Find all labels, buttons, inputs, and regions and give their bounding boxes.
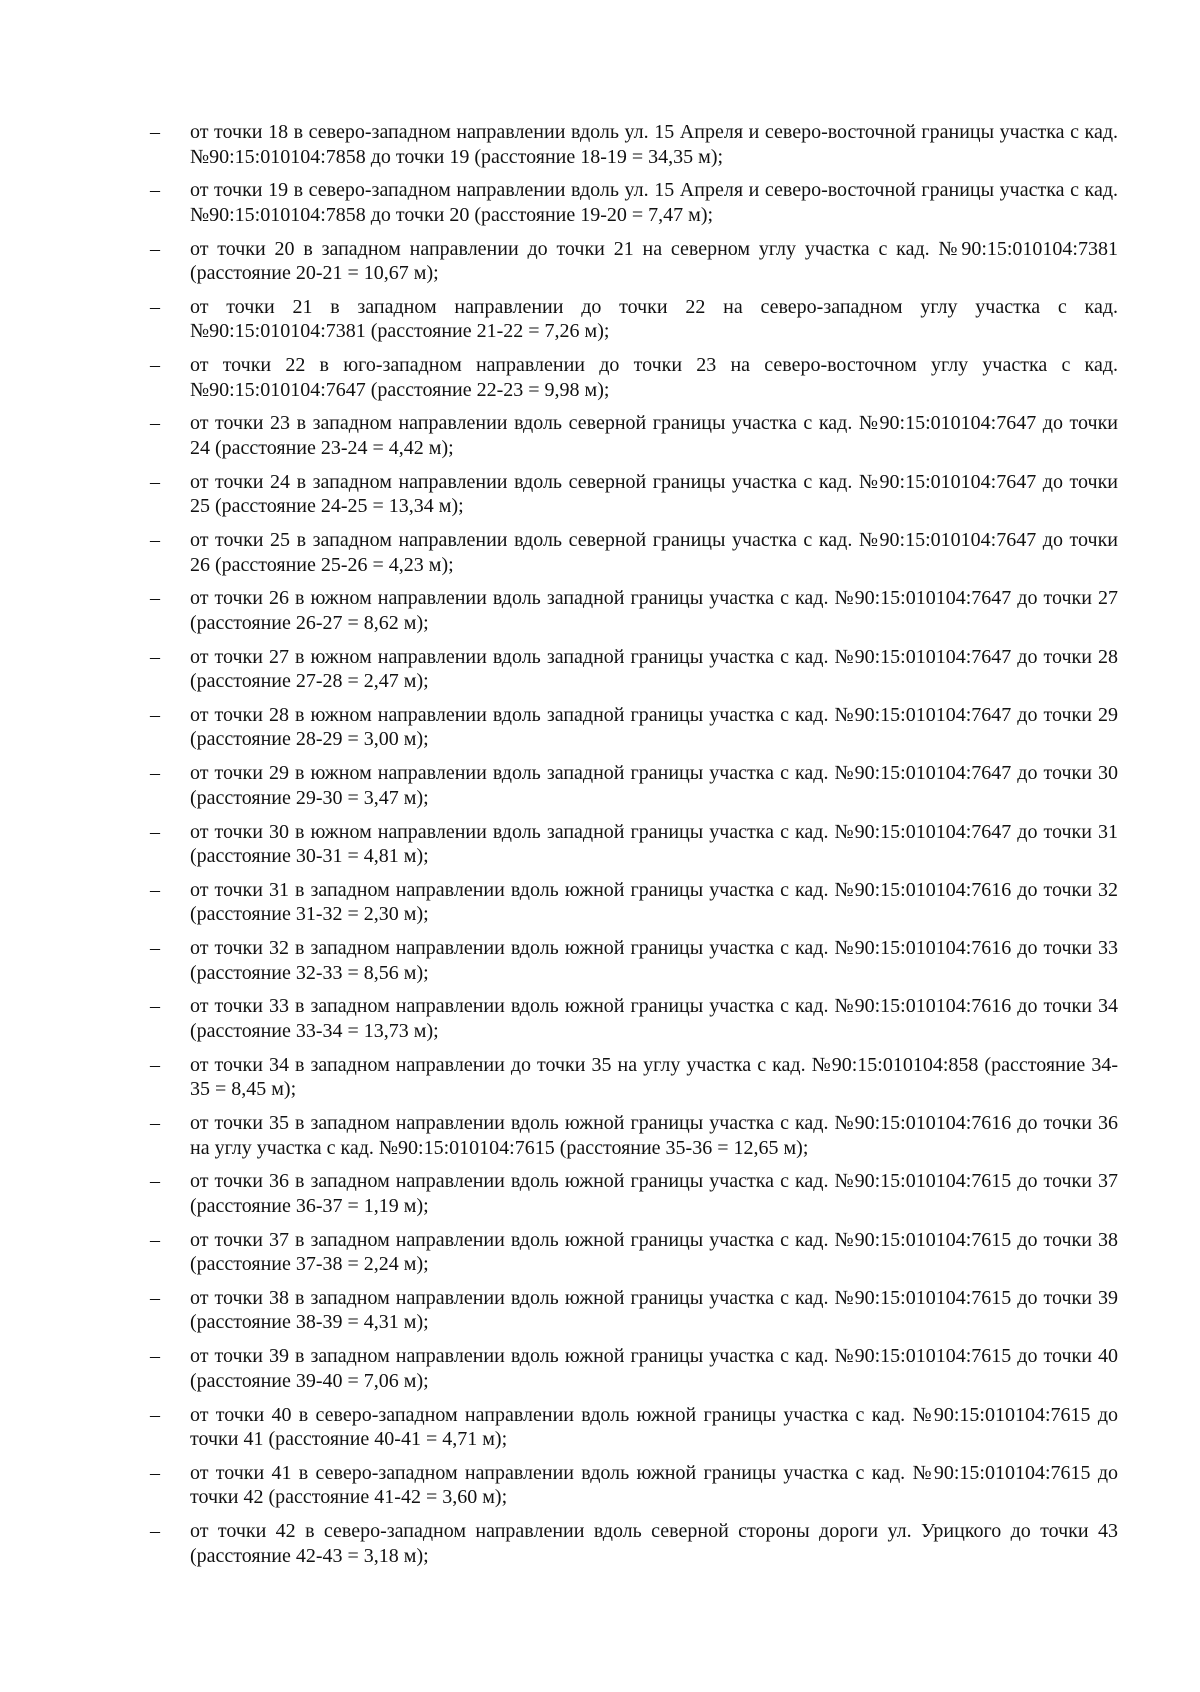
list-item-text: от точки 34 в западном направлении до точки 35 на углу участка с кад. №90:15:010104:858 (расстояние 34-35 = 8,45 м); [190,1053,1118,1101]
list-item-text: от точки 40 в северо-западном направлении вдоль южной границы участка с кад. №90:15:010104:7615 до точки 41 (расстояние 40-41 = 4,71 м); [190,1403,1118,1451]
list-item-text: от точки 21 в западном направлении до точки 22 на северо-западном углу участка с кад. №90:15:010104:7381 (расстояние 21-22 = 7,26 м); [190,295,1118,343]
list-item [150,994,1118,1043]
list-item-text: от точки 19 в северо-западном направлении вдоль ул. 15 Апреля и северо-восточной границы участка с кад. №90:15:010104:7858 до точки 20 (расстояние 19-20 = 7,47 м); [190,179,1118,226]
list-item [150,645,1118,694]
dash-bullet: – [150,995,160,1018]
dash-bullet: – [150,1112,160,1135]
list-item [150,528,1118,577]
dash-bullet: – [150,587,160,610]
list-item [150,761,1118,810]
list-item [150,586,1118,635]
list-item-text: от точки 36 в западном направлении вдоль южной границы участка с кад. №90:15:010104:7615 до точки 37 (расстояние 36-37 = 1,19 м); [190,1170,1118,1217]
list-item-text: от точки 27 в южном направлении вдоль западной границы участка с кад. №90:15:010104:7647 до точки 28 (расстояние 27-28 = 2,47 м); [190,645,1118,693]
list-item [150,1111,1118,1160]
list-item-text: от точки 28 в южном направлении вдоль западной границы участка с кад. №90:15:010104:7647 до точки 29 (расстояние 28-29 = 3,00 м); [190,703,1118,751]
dash-bullet: – [150,412,160,435]
list-item-text: от точки 41 в северо-западном направлении вдоль южной границы участка с кад. №90:15:010104:7615 до точки 42 (расстояние 41-42 = 3,60 м); [190,1461,1118,1509]
dash-bullet: – [150,820,160,843]
dash-bullet: – [150,1345,160,1368]
list-item-text: от точки 23 в западном направлении вдоль северной границы участка с кад. №90:15:010104:7647 до точки 24 (расстояние 23-24 = 4,42 м); [190,412,1118,459]
list-item [150,237,1118,286]
list-item-text: от точки 32 в западном направлении вдоль южной границы участка с кад. №90:15:010104:7616 до точки 33 (расстояние 32-33 = 8,56 м); [190,937,1118,984]
list-item-text: от точки 42 в северо-западном направлении вдоль северной стороны дороги ул. Урицкого до точки 43 (расстояние 42-43 = 3,18 м); [190,1520,1118,1567]
list-item [150,1053,1118,1102]
list-item [150,1286,1118,1335]
list-item [150,1228,1118,1277]
list-item-text: от точки 24 в западном направлении вдоль северной границы участка с кад. №90:15:010104:7647 до точки 25 (расстояние 24-25 = 13,34 м); [190,470,1118,518]
list-item [150,703,1118,752]
dash-bullet: – [150,237,160,260]
list-item [150,353,1118,402]
list-item-text: от точки 18 в северо-западном направлении вдоль ул. 15 Апреля и северо-восточной границы участка с кад. №90:15:010104:7858 до точки 19 (расстояние 18-19 = 34,35 м); [190,121,1118,168]
list-item [150,1519,1118,1568]
list-item-text: от точки 22 в юго-западном направлении до точки 23 на северо-восточном углу участка с кад. №90:15:010104:7647 (расстояние 22-23 = 9,98 м); [190,354,1118,401]
list-item [150,820,1118,869]
list-item [150,878,1118,927]
dash-bullet: – [150,179,160,202]
dash-bullet: – [150,1520,160,1543]
list-item [150,1169,1118,1218]
dash-bullet: – [150,1053,160,1076]
list-item-text: от точки 26 в южном направлении вдоль западной границы участка с кад. №90:15:010104:7647 до точки 27 (расстояние 26-27 = 8,62 м); [190,587,1118,634]
dash-bullet: – [150,878,160,901]
list-item-text: от точки 31 в западном направлении вдоль южной границы участка с кад. №90:15:010104:7616 до точки 32 (расстояние 31-32 = 2,30 м); [190,878,1118,926]
list-item [150,1344,1118,1393]
list-item-text: от точки 35 в западном направлении вдоль южной границы участка с кад. №90:15:010104:7616 до точки 36 на углу участка с кад. №90:15:010104:7615 (расстояние 35-36 = 12,65 м); [190,1112,1118,1159]
dash-bullet: – [150,1170,160,1193]
list-item [150,178,1118,227]
list-item [150,411,1118,460]
list-item [150,295,1118,344]
dash-bullet: – [150,1461,160,1484]
list-item-text: от точки 25 в западном направлении вдоль северной границы участка с кад. №90:15:010104:7647 до точки 26 (расстояние 25-26 = 4,23 м); [190,529,1118,576]
dash-bullet: – [150,470,160,493]
list-item-text: от точки 37 в западном направлении вдоль южной границы участка с кад. №90:15:010104:7615 до точки 38 (расстояние 37-38 = 2,24 м); [190,1228,1118,1276]
dash-bullet: – [150,354,160,377]
list-item [150,120,1118,169]
list-item-text: от точки 20 в западном направлении до точки 21 на северном углу участка с кад. №90:15:010104:7381 (расстояние 20-21 = 10,67 м); [190,237,1118,285]
list-item-text: от точки 29 в южном направлении вдоль западной границы участка с кад. №90:15:010104:7647 до точки 30 (расстояние 29-30 = 3,47 м); [190,762,1118,809]
list-item-text: от точки 30 в южном направлении вдоль западной границы участка с кад. №90:15:010104:7647 до точки 31 (расстояние 30-31 = 4,81 м); [190,820,1118,868]
dash-bullet: – [150,1228,160,1251]
list-item-text: от точки 39 в западном направлении вдоль южной границы участка с кад. №90:15:010104:7615 до точки 40 (расстояние 39-40 = 7,06 м); [190,1345,1118,1392]
dash-bullet: – [150,937,160,960]
dash-bullet: – [150,1286,160,1309]
list-item-text: от точки 33 в западном направлении вдоль южной границы участка с кад. №90:15:010104:7616 до точки 34 (расстояние 33-34 = 13,73 м); [190,995,1118,1042]
list-item [150,470,1118,519]
dash-bullet: – [150,529,160,552]
list-item [150,1461,1118,1510]
dash-bullet: – [150,762,160,785]
boundary-description-list [150,120,1118,1577]
dash-bullet: – [150,703,160,726]
list-item [150,1403,1118,1452]
dash-bullet: – [150,295,160,318]
list-item [150,936,1118,985]
list-item-text: от точки 38 в западном направлении вдоль южной границы участка с кад. №90:15:010104:7615 до точки 39 (расстояние 38-39 = 4,31 м); [190,1286,1118,1334]
dash-bullet: – [150,1403,160,1426]
dash-bullet: – [150,121,160,143]
dash-bullet: – [150,645,160,668]
